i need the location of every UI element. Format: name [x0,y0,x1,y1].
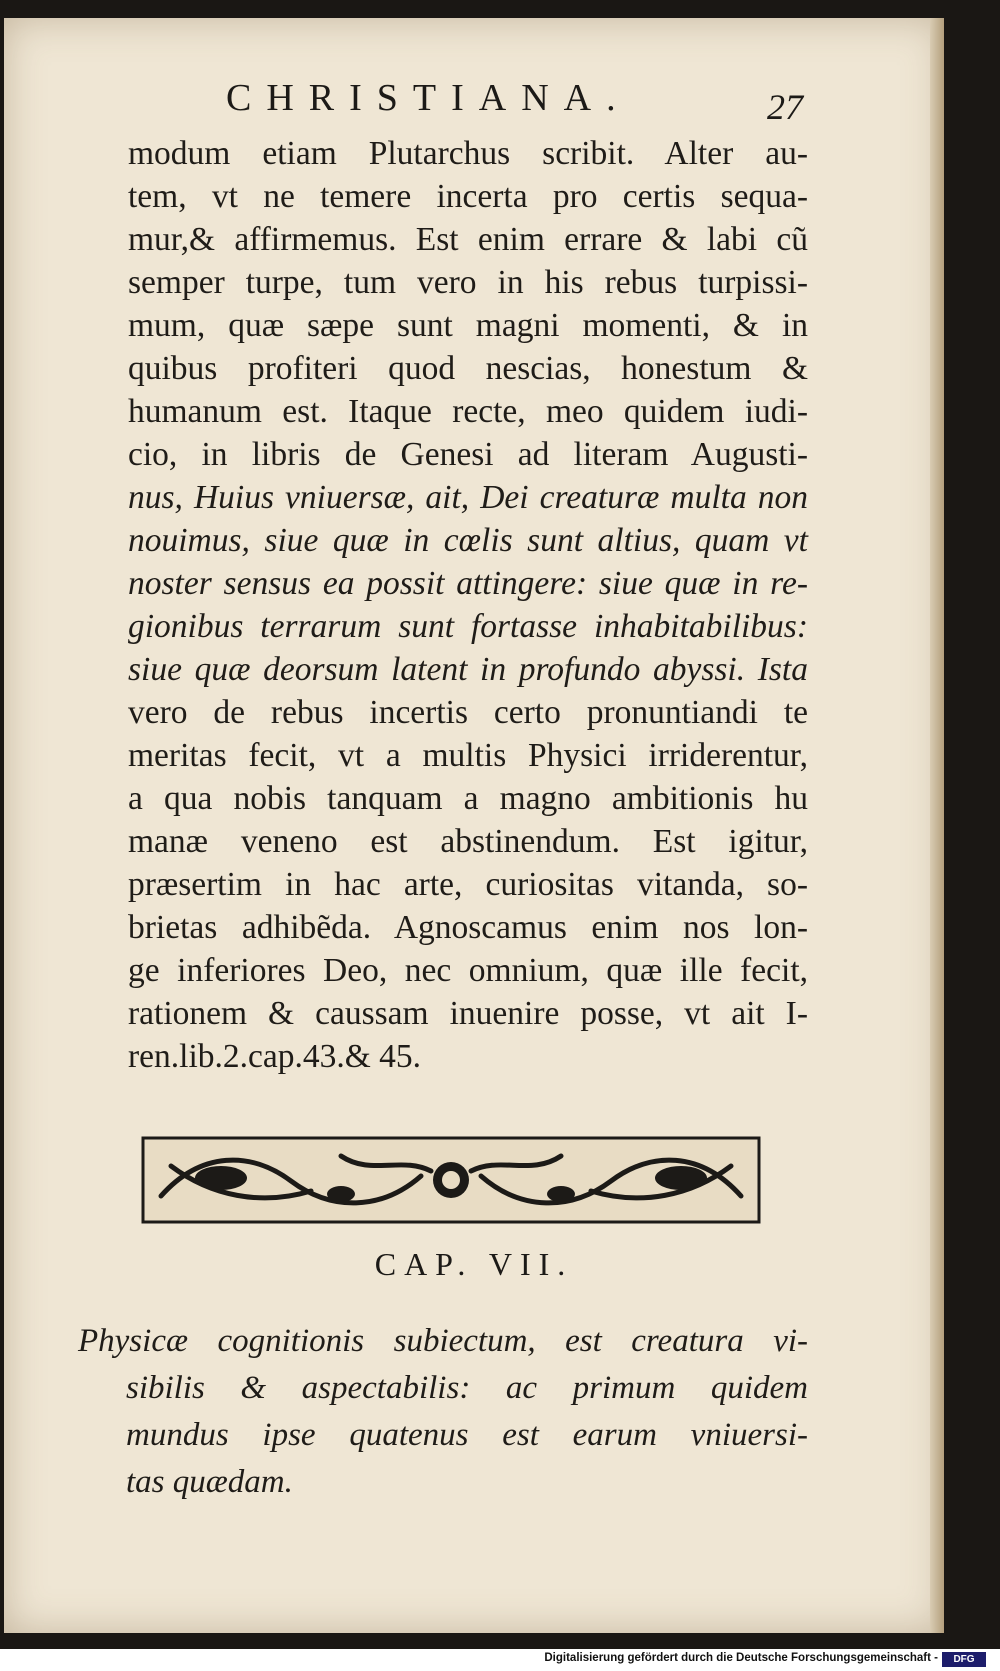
text-line: semper turpe, tum vero in his rebus turpissi- [128,264,808,301]
text-line: a qua nobis tanquam a magno ambitionis hu [128,780,808,817]
chapter-summary [78,1318,808,1506]
body-text [128,132,808,1078]
text-line: mum, quæ sæpe sunt magni momenti, & in [128,307,808,344]
text-line: vero de rebus incertis certo pronuntiandi te [128,694,808,731]
text-line: humanum est. Itaque recte, meo quidem iudi- [128,393,808,430]
chapter-heading: CAP. VII. [374,1246,574,1282]
page-header [4,56,944,127]
quotation-line: nus, Huius vniuersæ, ait, Dei creaturæ multa non [128,479,808,516]
quotation-line: gionibus terrarum sunt fortasse inhabitabilibus: [128,608,808,645]
quotation-line: siue quæ deorsum latent in profundo abyssi. Ista [128,651,808,688]
quotation-line: nouimus, siue quæ in cœlis sunt altius, quam vt [128,522,808,559]
text-line: tem, vt ne temere incerta pro certis sequa- [128,178,808,215]
text-line: rationem & caussam inuenire posse, vt ait I- [128,995,808,1032]
text-line: brietas adhibẽda. Agnoscamus enim nos lon- [128,909,808,946]
text-line: manæ veneno est abstinendum. Est igitur, [128,823,808,860]
text-line: mur,& affirmemus. Est enim errare & labi cũ [128,221,808,258]
summary-line: sibilis & aspectabilis: ac primum quidem [126,1370,808,1406]
page-edge [930,18,944,1633]
text-line: modum etiam Plutarchus scribit. Alter au- [128,135,808,172]
ornament-headpiece [141,1136,761,1224]
text-line: quibus profiteri quod nescias, honestum & [128,350,808,387]
text-line: meritas fecit, vt a multis Physici irriderentur, [128,737,808,774]
text-line: ge inferiores Deo, nec omnium, quæ ille fecit, [128,952,808,989]
text-line: præsertim in hac arte, curiositas vitanda, so- [128,866,808,903]
running-title: CHRISTIANA. [226,77,631,119]
text-line: ren.lib.2.cap.43.& 45. [128,1038,422,1075]
funding-credit: Digitalisierung gefördert durch die Deutsche Forschungsgemeinschaft - [544,1652,938,1664]
quotation-line: noster sensus ea possit attingere: siue quæ in re- [128,565,808,602]
text-line: cio, in libris de Genesi ad literam Augusti- [128,436,808,473]
summary-line: mundus ipse quatenus est earum vniuersi- [126,1417,808,1453]
book-page [4,18,944,1633]
footer-bar [0,1649,1000,1671]
summary-line: Physicæ cognitionis subiectum, est creatura vi- [78,1323,808,1359]
summary-line: tas quædam. [126,1464,293,1500]
dfg-logo-icon: DFG [942,1652,986,1667]
page-number: 27 [767,87,803,127]
